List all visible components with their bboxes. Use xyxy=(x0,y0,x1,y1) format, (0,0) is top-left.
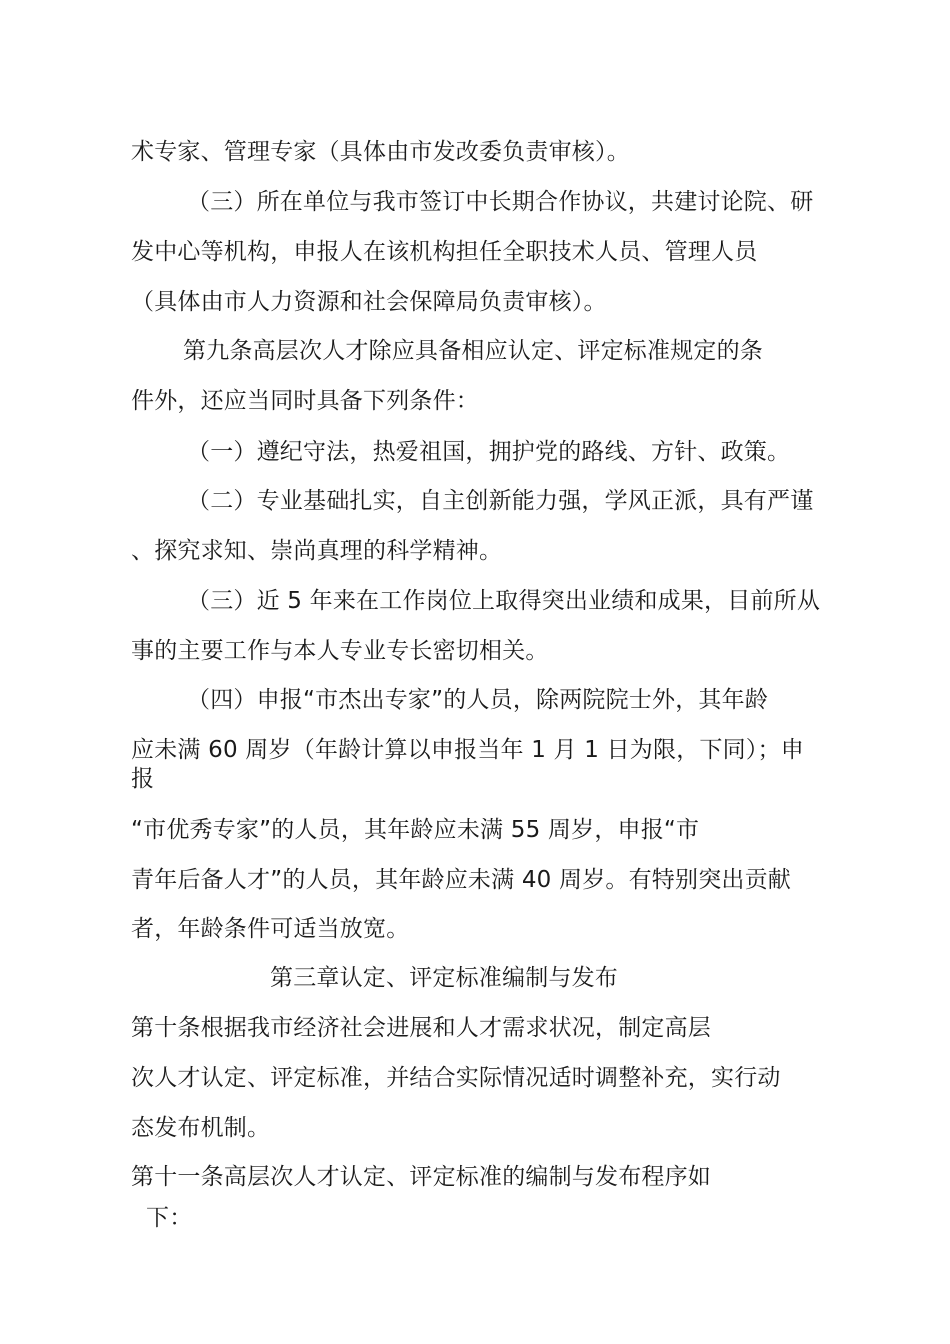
text-line: 第十一条高层次人才认定、评定标准的编制与发布程序如 xyxy=(131,1164,711,1190)
text-line: （具体由市人力资源和社会保障局负责审核）。 xyxy=(131,289,607,315)
text-line: “市优秀专家”的人员，其年龄应未满 55 周岁，申报“市 xyxy=(131,817,700,843)
text-line: 第十条根据我市经济社会进展和人才需求状况，制定高层 xyxy=(131,1015,711,1041)
text-line: （二）专业基础扎实，自主创新能力强，学风正派，具有严谨 xyxy=(187,488,814,514)
text-line: 者，年龄条件可适当放宽。 xyxy=(131,916,410,942)
text-line: （一）遵纪守法，热爱祖国，拥护党的路线、方针、政策。 xyxy=(187,439,791,465)
text-line: 下： xyxy=(146,1205,193,1231)
text-line: （三）近 5 年来在工作岗位上取得突出业绩和成果，目前所从 xyxy=(187,588,821,614)
text-line: 、探究求知、崇尚真理的科学精神。 xyxy=(131,538,503,564)
chapter-heading: 第三章认定、评定标准编制与发布 xyxy=(270,965,618,991)
text-line: 术专家、管理专家（具体由市发改委负责审核）。 xyxy=(131,139,630,165)
text-line: 件外，还应当同时具备下列条件： xyxy=(131,388,479,414)
text-line: 态发布机制。 xyxy=(131,1115,271,1141)
text-line: 第九条高层次人才除应具备相应认定、评定标准规定的条 xyxy=(183,338,763,364)
text-line: （三）所在单位与我市签订中长期合作协议，共建讨论院、研 xyxy=(187,189,814,215)
text-line: 应未满 60 周岁（年龄计算以申报当年 1 月 1 日为限，下同）；申 xyxy=(131,737,804,763)
text-line: 事的主要工作与本人专业专长密切相关。 xyxy=(131,638,549,664)
text-line: 发中心等机构，申报人在该机构担任全职技术人员、管理人员 xyxy=(131,239,758,265)
text-line: 次人才认定、评定标准，并结合实际情况适时调整补充，实行动 xyxy=(131,1065,781,1091)
text-line: 青年后备人才”的人员，其年龄应未满 40 周岁。有特别突出贡献 xyxy=(131,867,792,893)
text-line: 报 xyxy=(131,766,155,792)
text-line: （四）申报“市杰出专家”的人员，除两院院士外，其年龄 xyxy=(187,687,769,713)
